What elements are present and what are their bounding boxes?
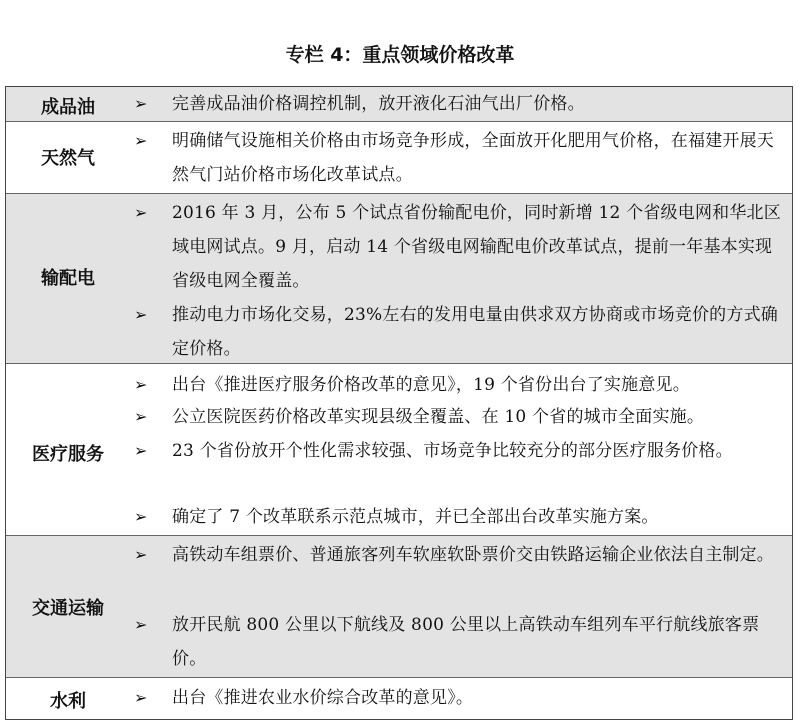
section-refined-oil xyxy=(6,87,792,121)
item-text: 23 个省份放开个性化需求较强、市场竞争比较充分的部分医疗服务价格。 xyxy=(172,441,733,461)
category-label: 天然气 xyxy=(41,148,95,169)
category-label: 水利 xyxy=(50,691,86,712)
item-text: 推动电力市场化交易，23%左右的发用电量由供求双方协商或市场竞价的方式确定价格。 xyxy=(172,305,778,359)
item-text: 明确储气设施相关价格由市场竞争形成，全面放开化肥用气价格，在福建开展天然气门站价格市场化改革试点。 xyxy=(172,131,774,185)
arrow-bullet-icon: ➢ xyxy=(134,131,148,150)
item-text: 2016 年 3 月，公布 5 个试点省份输配电价，同时新增 12 个省级电网和华北区域电网试点。9 月，启动 14 个省级电网输配电价改革试点，提前一年基本实现省级电网全覆盖。 xyxy=(172,203,781,291)
item-text: 出台《推进医疗服务价格改革的意见》，19 个省份出台了实施意见。 xyxy=(172,375,690,395)
item-text: 公立医院医药价格改革实现县级全覆盖、在 10 个省的城市全面实施。 xyxy=(172,407,705,427)
section-water-conservancy xyxy=(6,677,792,719)
arrow-bullet-icon: ➢ xyxy=(134,203,148,222)
arrow-bullet-icon: ➢ xyxy=(134,507,148,526)
category-label: 成品油 xyxy=(41,97,95,118)
arrow-bullet-icon: ➢ xyxy=(134,615,148,634)
category-label: 输配电 xyxy=(41,268,95,289)
item-text: 高铁动车组票价、普通旅客列车软座软卧票价交由铁路运输企业依法自主制定。 xyxy=(172,545,774,565)
section-natural-gas xyxy=(6,121,792,193)
category-label: 交通运输 xyxy=(32,598,104,619)
arrow-bullet-icon: ➢ xyxy=(134,441,148,460)
policy-table xyxy=(5,86,793,720)
arrow-bullet-icon: ➢ xyxy=(134,688,148,707)
arrow-bullet-icon: ➢ xyxy=(134,94,148,113)
item-text: 确定了 7 个改革联系示范点城市，并已全部出台改革实施方案。 xyxy=(172,507,659,527)
category-label: 医疗服务 xyxy=(32,444,104,465)
arrow-bullet-icon: ➢ xyxy=(134,305,148,324)
section-power-transmission xyxy=(6,193,792,363)
arrow-bullet-icon: ➢ xyxy=(134,545,148,564)
arrow-bullet-icon: ➢ xyxy=(134,375,148,394)
item-text: 完善成品油价格调控机制，放开液化石油气出厂价格。 xyxy=(172,94,585,114)
box-title: 专栏 4：重点领域价格改革 xyxy=(285,44,515,66)
item-text: 出台《推进农业水价综合改革的意见》。 xyxy=(172,688,474,708)
section-transportation xyxy=(6,535,792,677)
item-text: 放开民航 800 公里以下航线及 800 公里以上高铁动车组列车平行航线旅客票价。 xyxy=(172,615,760,669)
section-medical-services xyxy=(6,363,792,535)
arrow-bullet-icon: ➢ xyxy=(134,407,148,426)
